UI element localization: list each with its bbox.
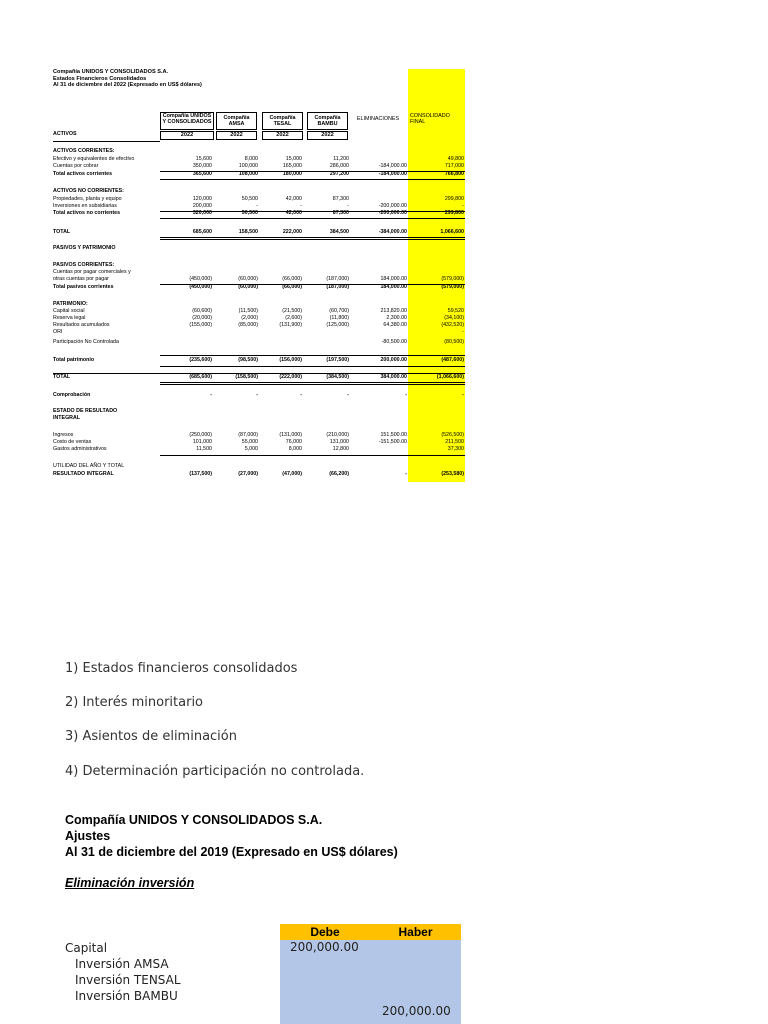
cell-unidos: 365,600 xyxy=(192,171,212,177)
cell-consolidado: 299,800 xyxy=(444,210,464,216)
cell-label: Total activos corrientes xyxy=(53,171,113,177)
statement-subtitle: Estados Financieros Consolidados xyxy=(53,75,147,82)
cell-consolidado: 211,500 xyxy=(445,439,464,445)
cell-consolidado: 717,000 xyxy=(444,163,464,169)
cell-eliminaciones: -200,000.00 xyxy=(378,203,407,209)
cell-unidos: 200,000 xyxy=(192,203,212,209)
table-row xyxy=(53,339,465,346)
cell-bambu: (187,000) xyxy=(326,276,349,282)
cell-consolidado: (34,100) xyxy=(444,315,464,321)
cell-unidos: 15,600 xyxy=(195,156,212,162)
cell-tesal: 8,000 xyxy=(288,446,302,452)
cell-eliminaciones: 384,000.00 xyxy=(380,374,407,380)
cell-label: Total pasivos corrientes xyxy=(53,284,114,290)
cell-amsa: 8,000 xyxy=(244,156,258,162)
cell-eliminaciones: 200,000.00 xyxy=(380,357,407,363)
table-row xyxy=(53,322,465,329)
cell-label: Ingresos xyxy=(53,432,74,438)
section-heading: INTEGRAL xyxy=(53,415,81,421)
cell-eliminaciones: 213,820.00 xyxy=(380,308,407,314)
table-row-total xyxy=(53,357,465,364)
cell-tesal: 76,000 xyxy=(285,439,302,445)
cell-bambu: (210,000) xyxy=(326,432,349,438)
cell-amsa: (87,000) xyxy=(238,432,258,438)
cell-tesal: - xyxy=(300,203,302,209)
cell-label: Propiedades, planta y equipo xyxy=(53,196,122,202)
cell-label: Cuentas por pagar comerciales y xyxy=(53,269,131,275)
cell-amsa: (2,000) xyxy=(241,315,258,321)
haber-header: Haber xyxy=(370,924,461,940)
cell-eliminaciones: -184,000.00 xyxy=(378,171,407,177)
cell-eliminaciones: 184,000.00 xyxy=(380,276,407,282)
cell-tesal: 42,000 xyxy=(285,210,302,216)
cell-label: otras cuentas por pagar xyxy=(53,276,109,282)
table-row xyxy=(53,432,465,439)
question-3: 3) Asientos de eliminación xyxy=(65,729,237,744)
cell-unidos: (450,000) xyxy=(189,276,212,282)
table-row xyxy=(53,315,465,322)
cell-amsa: (60,000) xyxy=(238,276,258,282)
cell-consolidado: (487,600) xyxy=(441,357,464,363)
cell-tesal: (131,900) xyxy=(279,322,302,328)
cell-consolidado: 299,800 xyxy=(444,196,464,202)
cell-consolidado: (432,520) xyxy=(441,322,464,328)
table-row xyxy=(53,439,465,446)
cell-consolidado: 59,520 xyxy=(447,308,464,314)
debe-header: Debe xyxy=(280,924,370,940)
cell-amsa: 50,500 xyxy=(241,196,258,202)
question-2: 2) Interés minoritario xyxy=(65,695,204,710)
ajustes-date: Al 31 de diciembre del 2019 (Expresado en US$ dólares) xyxy=(65,845,398,859)
cell-amsa: 5,000 xyxy=(244,446,258,452)
cell-tesal: 165,000 xyxy=(282,163,302,169)
cell-label: RESULTADO INTEGRAL xyxy=(53,471,114,477)
cell-eliminaciones: 184,000.00 xyxy=(380,284,407,290)
cell-unidos: (155,000) xyxy=(189,322,212,328)
cell-eliminaciones: - xyxy=(405,471,407,477)
cell-amsa: (85,000) xyxy=(238,322,258,328)
cell-amsa: (158,500) xyxy=(235,374,258,380)
cell-consolidado: 49,800 xyxy=(447,156,464,162)
table-row xyxy=(53,196,465,203)
cell-consolidado: (253,580) xyxy=(441,471,464,477)
table-row xyxy=(53,308,465,315)
year-unidos: 2022 xyxy=(160,131,214,140)
cell-bambu: (60,700) xyxy=(329,308,349,314)
cell-tesal: (131,000) xyxy=(279,432,302,438)
statement-header xyxy=(53,69,202,89)
cell-amsa: 158,500 xyxy=(238,229,258,235)
ajustes-title: Ajustes xyxy=(65,829,111,843)
cell-label: Cuentas por cobrar xyxy=(53,163,99,169)
cell-unidos: (450,000) xyxy=(189,284,212,290)
cell-amsa: - xyxy=(256,392,258,398)
cell-amsa: - xyxy=(256,203,258,209)
cell-bambu: 11,200 xyxy=(333,156,349,162)
col-header-unidos: Compañía UNIDOS Y CONSOLIDADOS xyxy=(160,112,214,130)
table-row xyxy=(53,276,465,283)
cell-tesal: (21,500) xyxy=(282,308,302,314)
section-heading: ESTADO DE RESULTADO xyxy=(53,408,118,414)
section-heading: PASIVOS CORRIENTES: xyxy=(53,262,115,268)
cell-consolidado: (1,066,600) xyxy=(436,374,464,380)
col-header-tesal: Compañía TESAL xyxy=(262,112,303,130)
cell-label: Reserva legal xyxy=(53,315,86,321)
cell-eliminaciones: 64,380.00 xyxy=(383,322,407,328)
section-heading: PASIVOS Y PATRIMONIO xyxy=(53,245,116,251)
cell-bambu: 384,500 xyxy=(329,229,349,235)
cell-unidos: (250,000) xyxy=(189,432,212,438)
table-row-total xyxy=(53,284,465,291)
cell-consolidado: 766,800 xyxy=(444,171,464,177)
cell-bambu: 131,000 xyxy=(329,439,349,445)
cell-unidos: 101,000 xyxy=(192,439,212,445)
table-row xyxy=(53,329,465,336)
cell-bambu: 87,300 xyxy=(332,210,349,216)
cell-consolidado: - xyxy=(462,203,464,209)
cell-tesal: (47,000) xyxy=(282,471,302,477)
subtotal-rule xyxy=(160,355,465,356)
section-heading: ACTIVOS CORRIENTES: xyxy=(53,148,115,154)
cell-bambu: (384,500) xyxy=(326,374,349,380)
cell-eliminaciones: 2,300.00 xyxy=(386,315,407,321)
cell-amsa: 50,500 xyxy=(241,210,258,216)
cell-tesal: 15,000 xyxy=(285,156,302,162)
cell-bambu: 12,800 xyxy=(332,446,349,452)
cell-tesal: - xyxy=(300,392,302,398)
eliminacion-heading: Eliminación inversión xyxy=(65,876,195,890)
journal-label-tensal: Inversión TENSAL xyxy=(75,973,181,987)
cell-label: TOTAL xyxy=(53,229,71,235)
year-tesal: 2022 xyxy=(262,131,303,140)
cell-unidos: - xyxy=(210,392,212,398)
cell-label: Total patrimonio xyxy=(53,357,95,363)
cell-label: Total activos no corrientes xyxy=(53,210,121,216)
cell-amsa: (11,500) xyxy=(238,308,258,314)
subtotal-rule xyxy=(160,218,465,219)
cell-unidos: 320,000 xyxy=(192,210,212,216)
activos-heading: ACTIVOS xyxy=(53,131,77,137)
table-row-total xyxy=(53,210,465,217)
cell-amsa: 55,000 xyxy=(241,439,258,445)
ajustes-company: Compañía UNIDOS Y CONSOLIDADOS S.A. xyxy=(65,813,323,827)
cell-bambu: 87,300 xyxy=(332,196,349,202)
table-row xyxy=(53,156,465,163)
cell-amsa: (98,500) xyxy=(238,357,258,363)
year-amsa: 2022 xyxy=(216,131,257,140)
cell-bambu: 286,000 xyxy=(329,163,349,169)
col-header-eliminaciones: ELIMINACIONES xyxy=(356,116,400,122)
cell-label: Costo de ventas xyxy=(53,439,92,445)
cell-consolidado: (579,000) xyxy=(441,276,464,282)
cell-label: Gastos administrativos xyxy=(53,446,107,452)
cell-amsa: (27,000) xyxy=(238,471,258,477)
cell-eliminaciones: 151,500.00 xyxy=(380,432,407,438)
cell-consolidado: 1,066,600 xyxy=(440,229,464,235)
cell-tesal: 180,000 xyxy=(282,171,302,177)
cell-tesal: (156,000) xyxy=(279,357,302,363)
table-row xyxy=(53,269,465,276)
cell-eliminaciones: -151,500.00 xyxy=(378,439,407,445)
cell-consolidado: - xyxy=(462,392,464,398)
table-row xyxy=(53,446,465,453)
table-row xyxy=(53,463,465,470)
cell-tesal: 42,000 xyxy=(285,196,302,202)
cell-bambu: (66,200) xyxy=(329,471,349,477)
cell-unidos: 120,000 xyxy=(192,196,212,202)
debe-value: 200,000.00 xyxy=(290,940,359,954)
table-row-total xyxy=(53,229,465,236)
subtotal-rule xyxy=(160,366,465,367)
company-name: Compañía UNIDOS Y CONSOLIDADOS S.A. xyxy=(53,69,169,75)
cell-amsa: 100,000 xyxy=(238,163,258,169)
cell-label: Resultados acumulados xyxy=(53,322,110,328)
cell-tesal: (2,600) xyxy=(285,315,302,321)
cell-tesal: (222,000) xyxy=(279,374,302,380)
cell-bambu: (125,000) xyxy=(326,322,349,328)
cell-amsa: (60,000) xyxy=(238,284,258,290)
section-heading: PATRIMONIO: xyxy=(53,301,88,307)
statement-date: Al 31 de diciembre del 2022 (Expresado en US$ dólares) xyxy=(53,82,202,89)
cell-unidos: (20,000) xyxy=(192,315,212,321)
cell-eliminaciones: -80,500.00 xyxy=(381,339,407,345)
journal-label-amsa: Inversión AMSA xyxy=(75,957,169,971)
cell-label: UTILIDAD DEL AÑO Y TOTAL xyxy=(53,463,125,469)
cell-label: ORI xyxy=(53,329,63,335)
col-header-consolidado: CONSOLIDADO FINAL xyxy=(410,113,450,125)
cell-consolidado: (579,000) xyxy=(441,284,464,290)
cell-bambu: - xyxy=(347,203,349,209)
cell-bambu: 297,200 xyxy=(329,171,349,177)
cell-bambu: (197,500) xyxy=(326,357,349,363)
cell-consolidado: (526,500) xyxy=(441,432,464,438)
subtotal-rule xyxy=(160,179,465,180)
table-row xyxy=(53,392,465,399)
cell-unidos: 11,500 xyxy=(196,446,212,452)
activos-rule xyxy=(53,141,160,142)
journal-label-bambu: Inversión BAMBU xyxy=(75,989,178,1003)
cell-tesal: 222,000 xyxy=(282,229,302,235)
cell-unidos: (60,600) xyxy=(192,308,212,314)
cell-eliminaciones: - xyxy=(405,392,407,398)
double-rule xyxy=(160,382,465,385)
cell-consolidado: (80,500) xyxy=(444,339,464,345)
journal-label-capital: Capital xyxy=(65,941,108,955)
cell-label: TOTAL xyxy=(53,374,71,380)
cell-eliminaciones: -200,000.00 xyxy=(378,210,407,216)
subtotal-rule xyxy=(160,455,465,456)
cell-unidos: 685,600 xyxy=(192,229,212,235)
cell-eliminaciones: -184,000.00 xyxy=(378,163,407,169)
cell-tesal: (66,000) xyxy=(282,284,302,290)
ajustes-header xyxy=(65,812,398,860)
cell-bambu: - xyxy=(347,392,349,398)
col-header-amsa: Compañía AMSA xyxy=(216,112,257,130)
cell-unidos: (685,600) xyxy=(189,374,212,380)
question-4: 4) Determinación participación no controlada. xyxy=(65,764,365,779)
cell-consolidado: 37,300 xyxy=(447,446,464,452)
cell-unidos: 350,000 xyxy=(192,163,212,169)
table-row-total xyxy=(53,171,465,178)
table-row xyxy=(53,163,465,170)
cell-unidos: (137,500) xyxy=(189,471,212,477)
col-header-bambu: Compañía BAMBU xyxy=(307,112,348,130)
cell-unidos: (235,600) xyxy=(189,357,212,363)
cell-label: Capital social xyxy=(53,308,85,314)
haber-value: 200,000.00 xyxy=(382,1004,451,1018)
cell-consolidado: - xyxy=(462,329,464,335)
section-heading: ACTIVOS NO CORRIENTES: xyxy=(53,188,124,194)
cell-bambu: (11,800) xyxy=(329,315,349,321)
table-row xyxy=(53,203,465,210)
cell-bambu: (187,000) xyxy=(326,284,349,290)
cell-label: Inversiones en subsidiarias xyxy=(53,203,117,209)
cell-amsa: 108,000 xyxy=(238,171,258,177)
cell-tesal: (66,000) xyxy=(282,276,302,282)
cell-label: Efectivo y equivalentes de efectivo xyxy=(53,156,135,162)
table-row-total xyxy=(53,374,465,381)
table-row-total xyxy=(53,471,465,478)
question-1: 1) Estados financieros consolidados xyxy=(65,661,298,676)
cell-label: Participación No Controlada xyxy=(53,339,119,345)
double-rule xyxy=(160,237,465,240)
cell-eliminaciones: -384,000.00 xyxy=(378,229,407,235)
total-top-rule xyxy=(53,373,465,374)
cell-label: Comprobación xyxy=(53,392,91,398)
year-bambu: 2022 xyxy=(307,131,348,140)
